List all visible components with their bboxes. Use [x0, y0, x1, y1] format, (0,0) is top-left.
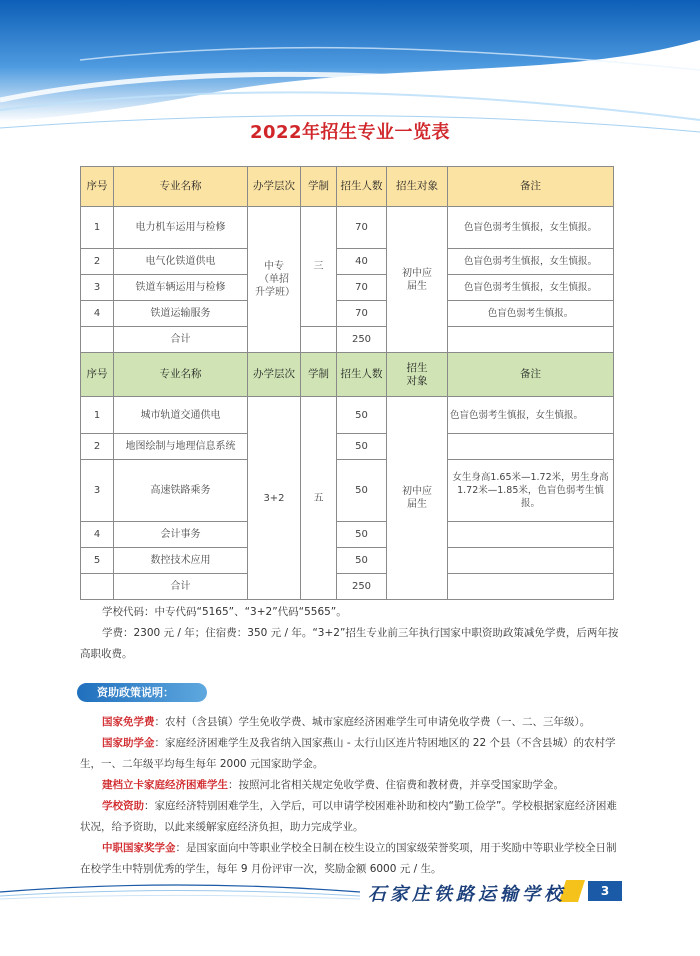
row-note: 色盲色弱考生慎报，女生慎报。 — [448, 397, 614, 434]
table-row — [81, 460, 614, 522]
group-duration: 三 — [301, 207, 337, 327]
row-no: 4 — [81, 301, 114, 327]
total-label: 合计 — [114, 574, 248, 600]
policy-item — [80, 733, 622, 775]
row-no: 5 — [81, 548, 114, 574]
policy-label: 中职国家奖学金 — [102, 842, 176, 854]
row-major: 高速铁路乘务 — [114, 460, 248, 522]
policy-text: ：农村（含县镇）学生免收学费、城市家庭经济困难学生可申请免收学费（一、二、三年级）。 — [154, 716, 591, 728]
page-title: 2022年招生专业一览表 — [249, 122, 451, 143]
col-header-target: 招生对象 — [387, 167, 448, 207]
row-major: 铁道运输服务 — [114, 301, 248, 327]
group-level: 中专（单招升学班） — [248, 207, 301, 353]
col-header-duration: 学制 — [301, 167, 337, 207]
row-note: 色盲色弱考生慎报，女生慎报。 — [448, 249, 614, 275]
policy-item — [80, 712, 622, 733]
col-header-note: 备注 — [448, 353, 614, 397]
row-count: 70 — [337, 275, 387, 301]
row-no: 4 — [81, 522, 114, 548]
total-count: 250 — [337, 574, 387, 600]
page-number: 3 — [588, 881, 622, 901]
table-row — [81, 397, 614, 434]
row-note — [448, 522, 614, 548]
col-header-count: 招生人数 — [337, 353, 387, 397]
row-major: 会计事务 — [114, 522, 248, 548]
policy-label: 国家助学金 — [102, 737, 155, 749]
col-header-major: 专业名称 — [114, 167, 248, 207]
table-row — [81, 301, 614, 327]
row-count: 50 — [337, 397, 387, 434]
row-no: 3 — [81, 460, 114, 522]
table-row — [81, 548, 614, 574]
policy-text: ：按照河北省相关规定免收学费、住宿费和教材费，并享受国家助学金。 — [228, 779, 564, 791]
col-header-no: 序号 — [81, 167, 114, 207]
row-no: 1 — [81, 207, 114, 249]
col-header-level: 办学层次 — [248, 353, 301, 397]
row-note — [448, 548, 614, 574]
policy-item — [80, 775, 622, 796]
row-major: 铁道车辆运用与检修 — [114, 275, 248, 301]
row-note — [448, 434, 614, 460]
total-row — [81, 327, 614, 353]
row-note: 色盲色弱考生慎报。 — [448, 301, 614, 327]
total-count: 250 — [337, 327, 387, 353]
row-major: 数控技术应用 — [114, 548, 248, 574]
row-note: 女生身高1.65米—1.72米，男生身高1.72米—1.85米，色盲色弱考生慎报。 — [448, 460, 614, 522]
col-header-count: 招生人数 — [337, 167, 387, 207]
row-count: 50 — [337, 522, 387, 548]
fees-text: 学费：2300 元 / 年；住宿费：350 元 / 年。“3+2”招生专业前三年执行国家中职资助政策减免学费，后两年按高职收费。 — [80, 627, 619, 660]
table-row — [81, 434, 614, 460]
policy-list — [80, 712, 622, 880]
row-major: 城市轨道交通供电 — [114, 397, 248, 434]
row-count: 50 — [337, 460, 387, 522]
group-duration: 五 — [301, 397, 337, 600]
col-header-major: 专业名称 — [114, 353, 248, 397]
total-label: 合计 — [114, 327, 248, 353]
col-header-duration: 学制 — [301, 353, 337, 397]
fees-note — [80, 623, 620, 665]
row-count: 40 — [337, 249, 387, 275]
group-target: 初中应届生 — [387, 207, 448, 353]
row-major: 电力机车运用与检修 — [114, 207, 248, 249]
row-no: 2 — [81, 434, 114, 460]
table-row — [81, 522, 614, 548]
group-level: 3+2 — [248, 397, 301, 600]
row-count: 50 — [337, 548, 387, 574]
table-row — [81, 249, 614, 275]
row-count: 70 — [337, 301, 387, 327]
policy-item — [80, 796, 622, 838]
enrollment-table — [80, 166, 614, 600]
row-count: 70 — [337, 207, 387, 249]
row-no: 1 — [81, 397, 114, 434]
group-target: 初中应届生 — [387, 397, 448, 600]
table-header-row — [81, 167, 614, 207]
policy-text: ：家庭经济困难学生及我省纳入国家燕山 - 太行山区连片特困地区的 22 个县（不含县城）的农村学生，一、二年级平均每生每年 2000 元国家助学金。 — [80, 737, 616, 770]
row-note: 色盲色弱考生慎报，女生慎报。 — [448, 275, 614, 301]
row-no: 3 — [81, 275, 114, 301]
policy-label: 学校资助 — [102, 800, 144, 812]
row-note: 色盲色弱考生慎报，女生慎报。 — [448, 207, 614, 249]
school-code-note: 学校代码：中专代码“5165”、“3+2”代码“5565”。 — [102, 606, 347, 618]
row-count: 50 — [337, 434, 387, 460]
policy-text: ：家庭经济特别困难学生，入学后，可以申请学校困难补助和校内“勤工俭学”。学校根据家庭经济困难状况，给予资助，以此来缓解家庭经济负担，助力完成学业。 — [80, 800, 617, 833]
table-row — [81, 275, 614, 301]
policy-label: 建档立卡家庭经济困难学生 — [102, 779, 228, 791]
row-no: 2 — [81, 249, 114, 275]
row-major: 地图绘制与地理信息系统 — [114, 434, 248, 460]
col-header-no: 序号 — [81, 353, 114, 397]
table-row — [81, 207, 614, 249]
col-header-level: 办学层次 — [248, 167, 301, 207]
col-header-note: 备注 — [448, 167, 614, 207]
school-name-logo: 石家庄铁路运输学校 — [368, 884, 566, 905]
col-header-target: 招生对象 — [387, 353, 448, 397]
total-row — [81, 574, 614, 600]
policy-label: 国家免学费 — [102, 716, 155, 728]
policy-text: ：是国家面向中等职业学校全日制在校生设立的国家级荣誉奖项，用于奖励中等职业学校全日制在校学生中特别优秀的学生，每年 9 月份评审一次，奖励金额 6000 元 / 生。 — [80, 842, 617, 875]
table-header-row — [81, 353, 614, 397]
policy-heading: 资助政策说明： — [77, 683, 207, 702]
row-major: 电气化铁道供电 — [114, 249, 248, 275]
